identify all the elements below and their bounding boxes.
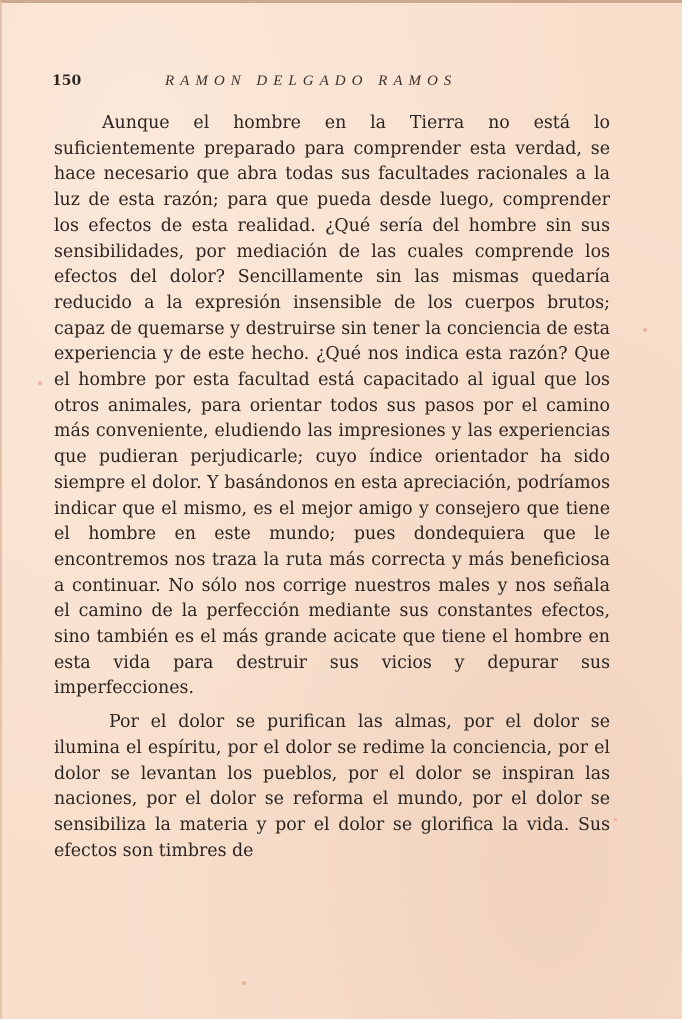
paragraph: Aunque el hombre en la Tierra no está lo suficientemente preparado para comprender esta verdad, se hace necesario que abra todas sus facultades racionales a la luz de esta razón; para que pueda desde luego, comprender los efectos de esta realidad. ¿Qué sería del hombre sin sus sensibilidades, por mediación de las cuales comprende los efectos del dolor? Sencillamente sin las mismas quedaría reducido a la expresión insensible de los cuerpos brutos; capaz de quemarse y destruirse sin tener la conciencia de esta experiencia y de este hecho. ¿Qué nos indica esta razón? Que el hombre por esta facultad está capacitado al igual que los otros animales, para orientar todos sus pasos por el camino más conveniente, eludiendo las impresiones y las experiencias que pudieran perjudicarle; cuyo índice orientador ha sido siempre el dolor. Y basándonos en esta apreciación, podríamos indicar que el mismo, es el mejor amigo y consejero que tiene el hombre en este mundo; pues dondequiera que le encontremos nos traza la ruta más correcta y más beneficiosa a continuar. No sólo nos corrige nuestros males y nos señala el camino de la perfección mediante sus constantes efectos, sino también es el más grande acicate que tiene el hombre en esta vida para destruir sus vicios y depurar sus imperfecciones. [54,113,610,699]
paper-speck [614,818,617,821]
page-number: 150 [52,73,82,89]
paper-speck [643,328,647,332]
page-header [52,73,612,95]
scan-margin [682,0,689,1023]
paper-speck [38,381,42,385]
paper-speck [242,981,246,985]
paragraph: Por el dolor se purifican las almas, por el dolor se ilumina el espíritu, por el dolor se redime la conciencia, por el dolor se levantan los pueblos, por el dolor se inspiran las naciones, por el dolor se reforma el mundo, por el dolor se sensibiliza la materia y por el dolor se glorifica la vida. Sus efectos son timbres de [54,712,610,861]
running-head: RAMON DELGADO RAMOS [165,73,458,89]
body-text [54,111,610,864]
